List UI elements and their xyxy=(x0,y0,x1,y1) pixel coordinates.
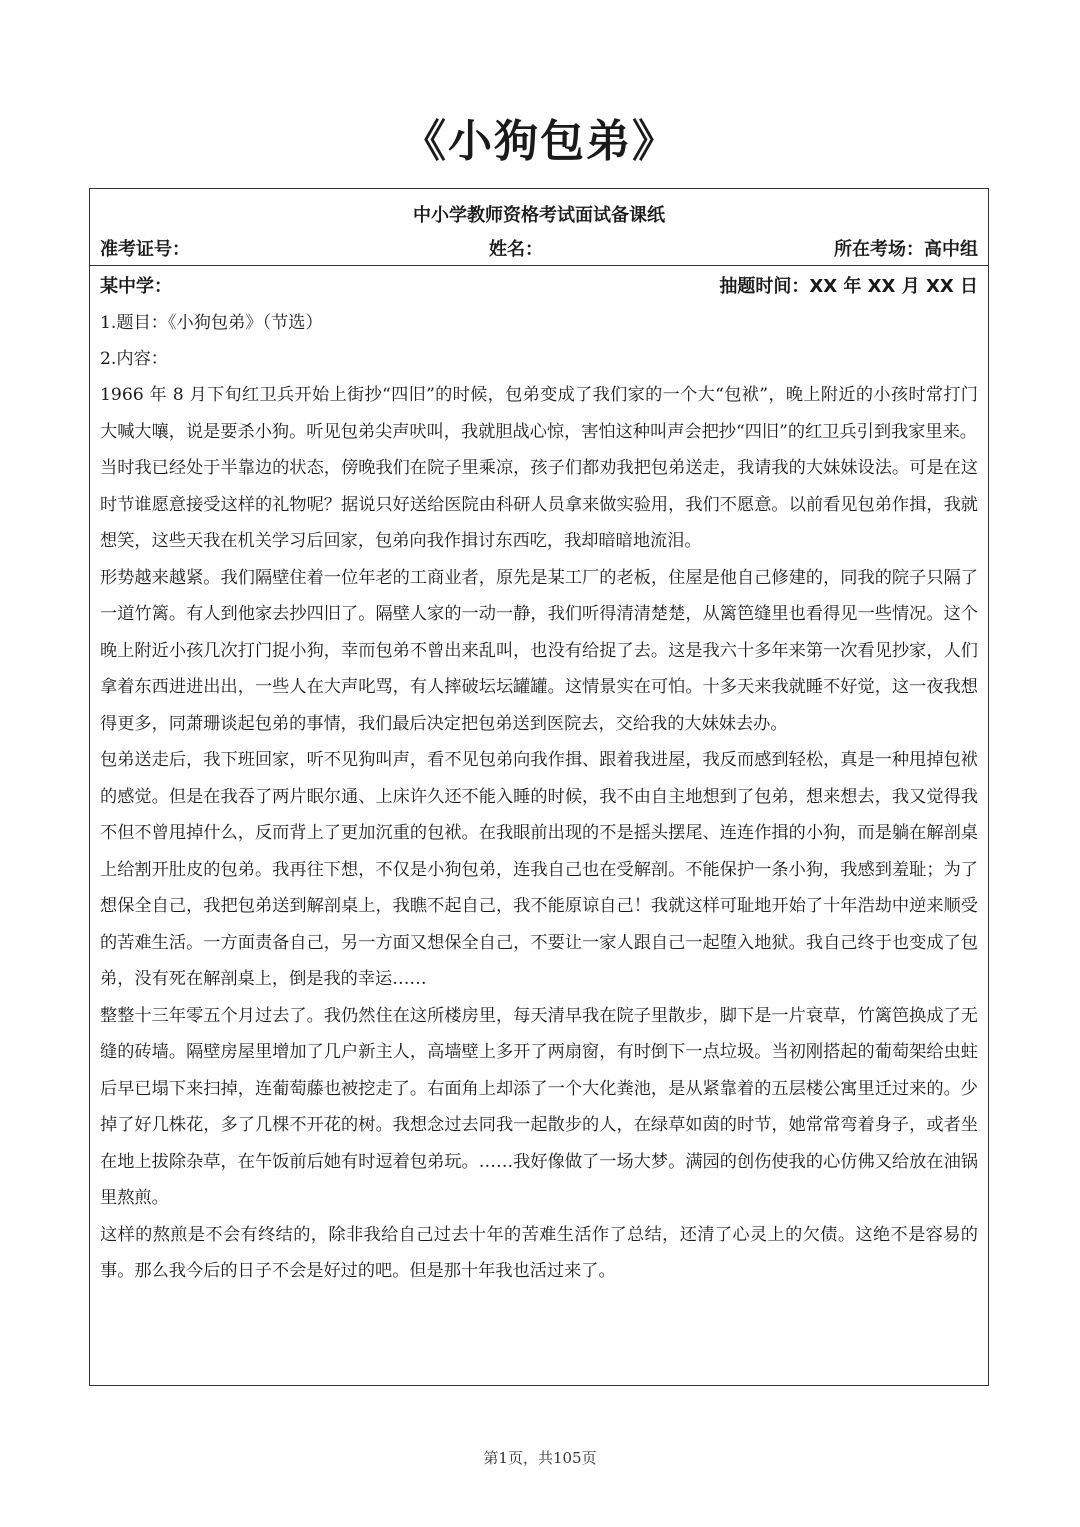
document-title: 《小狗包弟》 xyxy=(402,116,678,167)
paragraph: 形势越来越紧。我们隔壁住着一位年老的工商业者，原先是某工厂的老板，住屋是他自己修建的，同我的院子只隔了一道竹篱。有人到他家去抄四旧了。隔壁人家的一动一静，我们听得清清楚楚，从篱笆缝里也看得见一些情况。这个晚上附近小孩几次打门捉小狗，幸而包弟不曾出来乱叫，也没有给捉了去。这是我六十多年来第一次看见抄家，人们拿着东西进进出出，一些人在大声叱骂，有人摔破坛坛罐罐。这情景实在可怕。十多天来我就睡不好觉，这一夜我想得更多，同萧珊谈起包弟的事情，我们最后决定把包弟送到医院去，交给我的大妹妹去办。 xyxy=(100,567,978,734)
prep-sheet xyxy=(89,188,989,1386)
name-label: 姓名： xyxy=(489,239,543,260)
candidate-info-row xyxy=(100,235,978,261)
meta-row xyxy=(100,269,978,305)
paragraph: 这样的熬煎是不会有终结的，除非我给自己过去十年的苦难生活作了总结，还清了心灵上的欠债。这绝不是容易的事。那么我今后的日子不会是好过的吧。但是那十年我也活过来了。 xyxy=(100,1224,978,1281)
admission-number-label: 准考证号： xyxy=(100,239,190,260)
content-label: 2.内容： xyxy=(100,349,168,369)
topic-line: 1.题目：《小狗包弟》（节选） xyxy=(100,313,323,333)
school-label: 某中学： xyxy=(100,276,172,297)
venue-label: 所在考场：高中组 xyxy=(834,239,978,260)
sheet-header xyxy=(90,189,988,266)
sheet-title: 中小学教师资格考试面试备课纸 xyxy=(413,205,665,226)
paragraph: 当时我已经处于半靠边的状态，傍晚我们在院子里乘凉，孩子们都劝我把包弟送走，我请我的大妹妹设法。可是在这时节谁愿意接受这样的礼物呢？据说只好送给医院由科研人员拿来做实验用，我们不愿意。以前看见包弟作揖，我就想笑，这些天我在机关学习后回家，包弟向我作揖讨东西吃，我却暗暗地流泪。 xyxy=(100,458,978,551)
paragraph: 1966 年 8 月下旬红卫兵开始上街抄“四旧”的时候，包弟变成了我们家的一个大“包袱”，晚上附近的小孩时常打门大喊大嚷，说是要杀小狗。听见包弟尖声吠叫，我就胆战心惊，害怕这种叫声会把抄“四旧”的红卫兵引到我家里来。 xyxy=(100,385,978,442)
sheet-body xyxy=(100,269,978,1290)
page-footer: 第1页，共105页 xyxy=(483,1449,597,1467)
paragraph: 包弟送走后，我下班回家，听不见狗叫声，看不见包弟向我作揖、跟着我进屋，我反而感到轻松，真是一种甩掉包袱的感觉。但是在我吞了两片眠尔通、上床许久还不能入睡的时候，我不由自主地想到了包弟，想来想去，我又觉得我不但不曾甩掉什么，反而背上了更加沉重的包袱。在我眼前出现的不是摇头摆尾、连连作揖的小狗，而是躺在解剖桌上给割开肚皮的包弟。我再往下想，不仅是小狗包弟，连我自己也在受解剖。不能保护一条小狗，我感到羞耻；为了想保全自己，我把包弟送到解剖桌上，我瞧不起自己，我不能原谅自己！我就这样可耻地开始了十年浩劫中逆来顺受的苦难生活。一方面责备自己，另一方面又想保全自己，不要让一家人跟自己一起堕入地狱。我自己终于也变成了包弟，没有死在解剖桌上，倒是我的幸运…… xyxy=(100,750,978,989)
draw-time: 抽题时间：XX 年 XX 月 XX 日 xyxy=(719,276,978,297)
paragraph: 整整十三年零五个月过去了。我仍然住在这所楼房里，每天清早我在院子里散步，脚下是一片衰草，竹篱笆换成了无缝的砖墙。隔壁房屋里增加了几户新主人，高墙壁上多开了两扇窗，有时倒下一点垃圾。当初刚搭起的葡萄架给虫蛀后早已塌下来扫掉，连葡萄藤也被挖走了。右面角上却添了一个大化粪池，是从紧靠着的五层楼公寓里迁过来的。少掉了好几株花，多了几棵不开花的树。我想念过去同我一起散步的人，在绿草如茵的时节，她常常弯着身子，或者坐在地上拔除杂草，在午饭前后她有时逗着包弟玩。……我好像做了一场大梦。满园的创伤使我的心仿佛又给放在油锅里熬煎。 xyxy=(100,1005,978,1208)
